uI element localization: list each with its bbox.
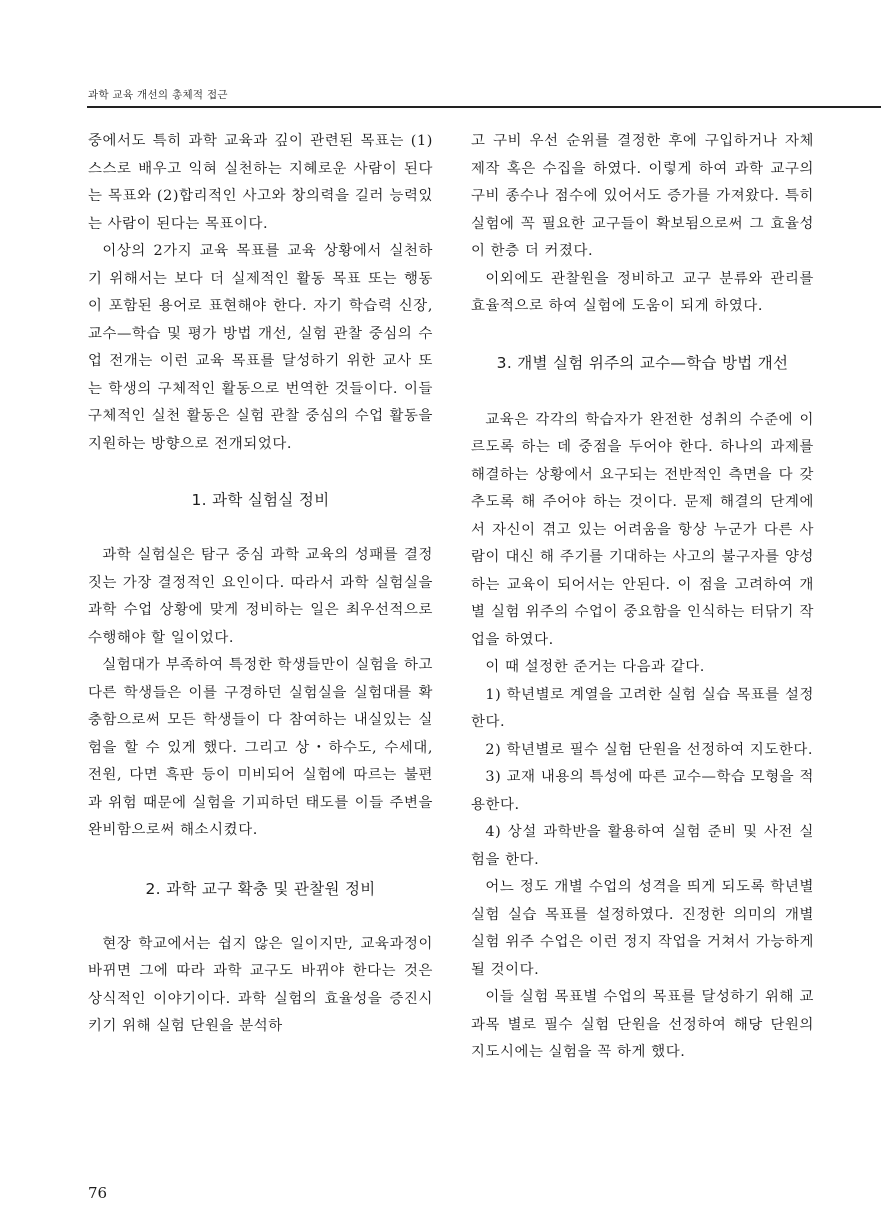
page-number: 76	[88, 1184, 108, 1202]
list-item: 3) 교재 내용의 특성에 따른 교수—학습 모형을 적용한다.	[471, 769, 814, 813]
paragraph: 이들 실험 목표별 수업의 목표를 달성하기 위해 교과목 별로 필수 실험 단원을 선정하여 해당 단원의 지도시에는 실험을 꼭 하게 했다.	[471, 989, 814, 1060]
paragraph: 이상의 2가지 교육 목표를 교육 상황에서 실천하기 위해서는 보다 더 실제적인 활동 목표 또는 행동이 포함된 용어로 표현해야 한다. 자기 학습력 신장, 교수—학습 및 평가 방법 개선, 실험 관찰 중심의 수업 전개는 이런 교육 목표를 달성하기 위한 교사 또는 학생의 구체적인 활동으로 번역한 것들이다. 이들 구체적인 실천 활동은 실험 관찰 중심의 수업 활동을 지원하는 방향으로 전개되었다.	[88, 243, 433, 452]
left-column	[88, 128, 433, 1041]
list-item: 1) 학년별로 계열을 고려한 실험 실습 목표를 설정한다.	[471, 686, 814, 730]
paragraph: 이 때 설정한 준거는 다음과 같다.	[485, 659, 705, 675]
header-rule	[87, 106, 881, 108]
section-heading-2: 2. 과학 교구 확충 및 관찰원 정비	[145, 879, 376, 898]
paragraph: 과학 실험실은 탐구 중심 과학 교육의 성패를 결정짓는 가장 결정적인 요인이다. 따라서 과학 실험실을 과학 수업 상황에 맞게 정비하는 일은 최우선적으로 수행해야 할 일이었다.	[88, 547, 433, 646]
right-column	[471, 128, 814, 1067]
list-item: 2) 학년별로 필수 실험 단원을 선정하여 지도한다.	[485, 741, 814, 758]
paragraph: 고 구비 우선 순위를 결정한 후에 구입하거나 자체 제작 혹은 수집을 하였다. 이렇게 하여 과학 교구의 구비 종수나 점수에 있어서도 증가를 가져왔다. 특히 실험에 꼭 필요한 교구들이 확보됨으로써 그 효율성이 한층 더 커졌다.	[471, 133, 814, 259]
paragraph: 어느 정도 개별 수업의 성격을 띄게 되도록 학년별 실험 실습 목표를 설정하였다. 진정한 의미의 개별 실험 위주 수업은 이런 정지 작업을 거쳐서 가능하게 될 것이다.	[471, 879, 814, 978]
paragraph: 교육은 각각의 학습자가 완전한 성취의 수준에 이르도록 하는 데 중점을 두어야 한다. 하나의 과제를 해결하는 상황에서 요구되는 전반적인 측면을 다 갖추도록 해 주어야 하는 것이다. 문제 해결의 단계에서 자신이 겪고 있는 어려움을 항상 누군가 다른 사람이 대신 해 주기를 기대하는 사고의 불구자를 양성하는 교육이 되어서는 안된다. 이 점을 고려하여 개별 실험 위주의 수업이 중요함을 인식하는 터닦기 작업을 하였다.	[471, 411, 814, 648]
paragraph: 중에서도 특히 과학 교육과 깊이 관련된 목표는 (1)스스로 배우고 익혀 실천하는 지혜로운 사람이 된다는 목표와 (2)합리적인 사고와 창의력을 길러 능력있는 사람이 된다는 목표이다.	[88, 133, 433, 232]
section-heading-1: 1. 과학 실험실 정비	[191, 491, 330, 509]
paragraph: 실험대가 부족하여 특정한 학생들만이 실험을 하고 다른 학생들은 이를 구경하던 실험실을 실험대를 확충함으로써 모든 학생들이 다 참여하는 내실있는 실험을 할 수 있게 했다. 그리고 상・하수도, 수세대, 전원, 다면 흑판 등이 미비되어 실험에 따르는 불편과 위험 때문에 실험을 기피하던 태도를 이들 주변을 완비함으로써 해소시켰다.	[88, 657, 433, 838]
running-header: 과학 교육 개선의 총체적 접근	[88, 89, 228, 101]
paragraph: 이외에도 관찰원을 정비하고 교구 분류와 관리를 효율적으로 하여 실험에 도움이 되게 하였다.	[471, 270, 814, 314]
list-item: 4) 상설 과학반을 활용하여 실험 준비 및 사전 실험을 한다.	[471, 824, 814, 868]
section-heading-3: 3. 개별 실험 위주의 교수—학습 방법 개선	[496, 353, 789, 372]
paragraph: 현장 학교에서는 쉽지 않은 일이지만, 교육과정이 바뀌면 그에 따라 과학 교구도 바뀌야 한다는 것은 상식적인 이야기이다. 과학 실험의 효율성을 증진시키기 위해 실험 단원을 분석하	[88, 935, 433, 1034]
